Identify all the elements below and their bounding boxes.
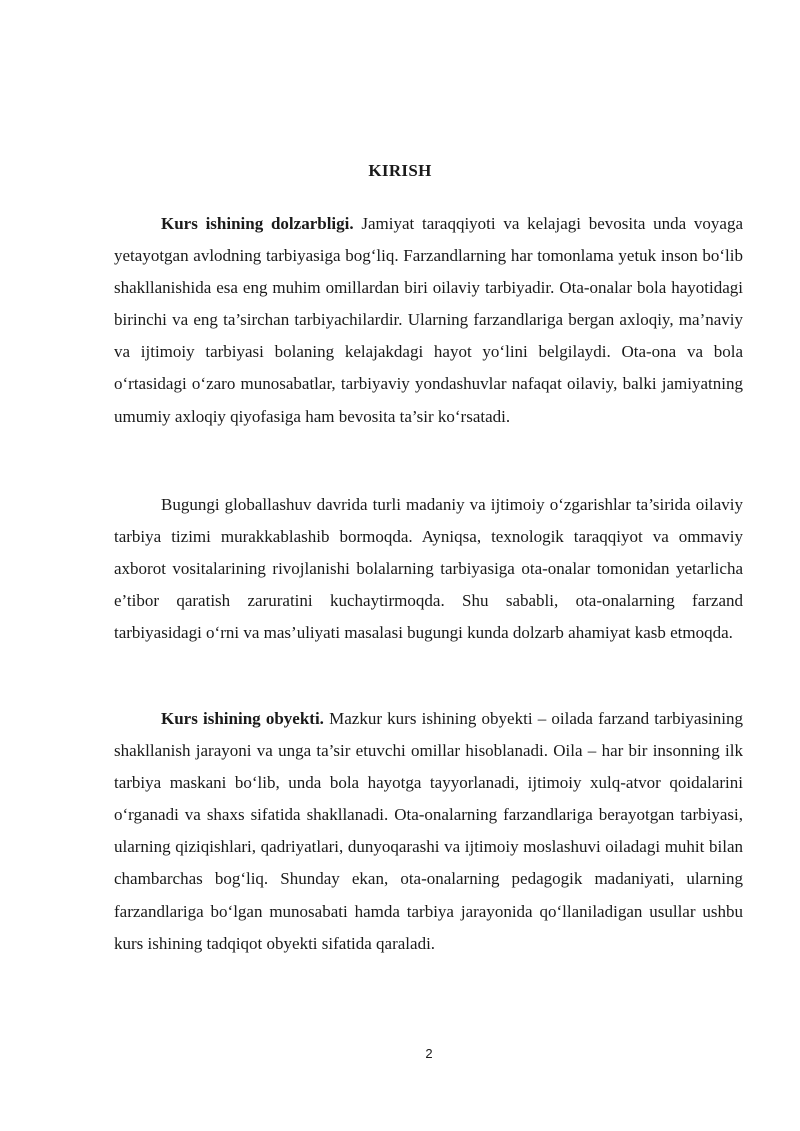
paragraph-globalization [114,489,743,649]
paragraph-relevance [114,208,743,433]
section-heading: KIRISH [368,161,432,180]
paragraph-lead: Kurs ishining dolzarbligi. [161,214,354,233]
page-number: 2 [425,1046,433,1061]
paragraph-text: Bugungi globallashuv davrida turli madaniy va ijtimoiy o‘zgarishlar ta’sirida oilaviy tarbiya tizimi murakkablashib bormoqda. Ayniqsa, texnologik taraqqiyot va ommaviy axborot vositalarining rivojlanishi bolalarning tarbiyasiga ota-onalar tomonidan yetarlicha e’tibor qaratish zaruratini kuchaytirmoqda. Shu sababli, ota-onalarning farzand tarbiyasidagi o‘rni va mas’uliyati masalasi bugungi kunda dolzarb ahamiyat kasb etmoqda. [114,495,743,643]
paragraph-text: Mazkur kurs ishining obyekti – oilada farzand tarbiyasining shakllanish jarayoni va unga ta’sir etuvchi omillar hisoblanadi. Oila – har bir insonning ilk tarbiya maskani bo‘lib, unda bola hayotga tayyorlanadi, ijtimoiy xulq-atvor qoidalarini o‘rganadi va shaxs sifatida shakllanadi. Ota-onalarning farzandlariga berayotgan tarbiyasi, ularning qiziqishlari, qadriyatlari, dunyoqarashi va ijtimoiy moslashuvi oiladagi muhit bilan chambarchas bog‘liq. Shunday ekan, ota-onalarning pedagogik madaniyati, ularning farzandlariga bo‘lgan munosabati hamda tarbiya jarayonida qo‘llaniladigan usullar ushbu kurs ishining tadqiqot obyekti sifatida qaraladi. [114,709,744,953]
paragraph-text: Jamiyat taraqqiyoti va kelajagi bevosita unda voyaga yetayotgan avlodning tarbiyasiga bog‘liq. Farzandlarning har tomonlama yetuk inson bo‘lib shakllanishida esa eng muhim omillardan biri oilaviy tarbiyadir. Ota-onalar bola hayotidagi birinchi va eng ta’sirchan tarbiyachilardir. Ularning farzandlariga bergan axloqiy, ma’naviy va ijtimoiy tarbiyasi bolaning kelajakdagi hayot yo‘lini belgilaydi. Ota-ona va bola o‘rtasidagi o‘zaro munosabatlar, tarbiyaviy yondashuvlar nafaqat oilaviy, balki jamiyatning umumiy axloqiy qiyofasiga ham bevosita ta’sir ko‘rsatadi. [114,214,743,426]
paragraph-object [114,703,743,960]
paragraph-lead: Kurs ishining obyekti. [161,709,324,728]
